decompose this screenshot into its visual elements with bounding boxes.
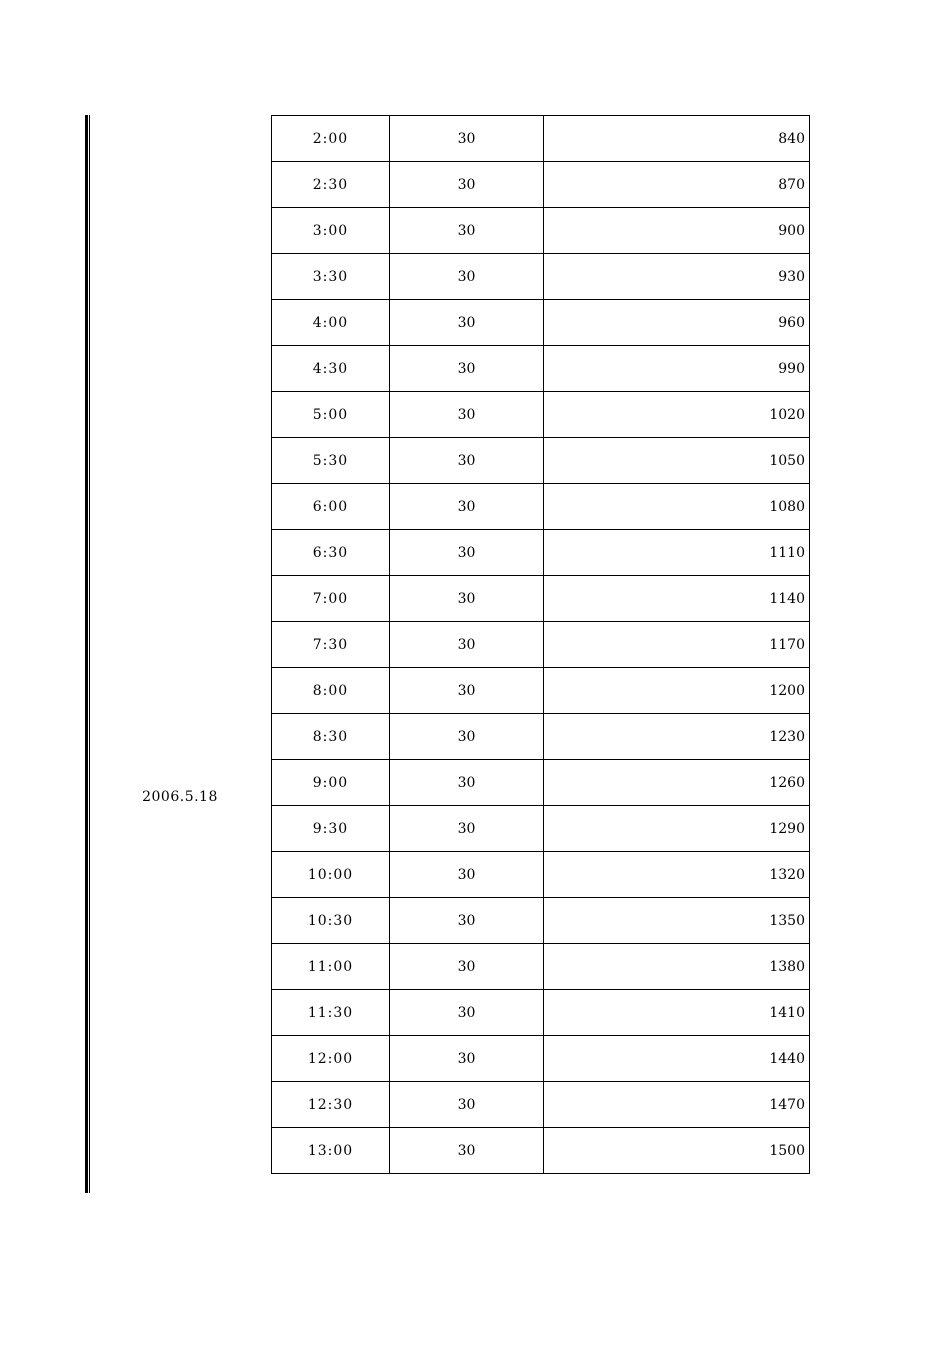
time-cell: 3:00 <box>272 208 390 254</box>
date-label: 2006.5.18 <box>142 789 218 805</box>
total-cell: 930 <box>544 254 810 300</box>
time-cell: 4:30 <box>272 346 390 392</box>
table-row <box>272 300 810 346</box>
time-cell: 11:00 <box>272 944 390 990</box>
table-row <box>272 1082 810 1128</box>
interval-cell: 30 <box>390 668 544 714</box>
time-cell: 8:30 <box>272 714 390 760</box>
time-cell: 5:00 <box>272 392 390 438</box>
interval-cell: 30 <box>390 116 544 162</box>
table-row <box>272 714 810 760</box>
time-cell: 6:30 <box>272 530 390 576</box>
total-cell: 1440 <box>544 1036 810 1082</box>
total-cell: 1170 <box>544 622 810 668</box>
table-row <box>272 760 810 806</box>
interval-cell: 30 <box>390 1128 544 1174</box>
time-cell: 7:00 <box>272 576 390 622</box>
time-cell: 6:00 <box>272 484 390 530</box>
table-row <box>272 484 810 530</box>
interval-cell: 30 <box>390 576 544 622</box>
interval-cell: 30 <box>390 806 544 852</box>
table-row <box>272 208 810 254</box>
table-row <box>272 852 810 898</box>
interval-cell: 30 <box>390 300 544 346</box>
total-cell: 1140 <box>544 576 810 622</box>
interval-cell: 30 <box>390 438 544 484</box>
table-row <box>272 898 810 944</box>
interval-cell: 30 <box>390 622 544 668</box>
table-row <box>272 392 810 438</box>
total-cell: 1200 <box>544 668 810 714</box>
time-cell: 12:00 <box>272 1036 390 1082</box>
time-cell: 3:30 <box>272 254 390 300</box>
total-cell: 1110 <box>544 530 810 576</box>
total-cell: 1410 <box>544 990 810 1036</box>
total-cell: 870 <box>544 162 810 208</box>
total-cell: 1320 <box>544 852 810 898</box>
time-cell: 11:30 <box>272 990 390 1036</box>
table-row <box>272 990 810 1036</box>
total-cell: 1500 <box>544 1128 810 1174</box>
time-table <box>271 115 810 1174</box>
interval-cell: 30 <box>390 760 544 806</box>
table-row <box>272 1128 810 1174</box>
total-cell: 1020 <box>544 392 810 438</box>
interval-cell: 30 <box>390 944 544 990</box>
total-cell: 1050 <box>544 438 810 484</box>
time-cell: 7:30 <box>272 622 390 668</box>
table-row <box>272 438 810 484</box>
time-cell: 2:00 <box>272 116 390 162</box>
time-cell: 13:00 <box>272 1128 390 1174</box>
time-cell: 9:00 <box>272 760 390 806</box>
interval-cell: 30 <box>390 392 544 438</box>
total-cell: 1470 <box>544 1082 810 1128</box>
interval-cell: 30 <box>390 530 544 576</box>
interval-cell: 30 <box>390 714 544 760</box>
table-row <box>272 622 810 668</box>
total-cell: 1290 <box>544 806 810 852</box>
total-cell: 840 <box>544 116 810 162</box>
table-row <box>272 254 810 300</box>
left-double-rule <box>85 115 90 1193</box>
time-cell: 2:30 <box>272 162 390 208</box>
interval-cell: 30 <box>390 484 544 530</box>
total-cell: 1230 <box>544 714 810 760</box>
total-cell: 990 <box>544 346 810 392</box>
total-cell: 900 <box>544 208 810 254</box>
total-cell: 1080 <box>544 484 810 530</box>
table-row <box>272 944 810 990</box>
table-row <box>272 668 810 714</box>
time-cell: 12:30 <box>272 1082 390 1128</box>
time-cell: 5:30 <box>272 438 390 484</box>
time-cell: 9:30 <box>272 806 390 852</box>
time-cell: 10:00 <box>272 852 390 898</box>
table-row <box>272 346 810 392</box>
total-cell: 1350 <box>544 898 810 944</box>
time-cell: 10:30 <box>272 898 390 944</box>
interval-cell: 30 <box>390 1036 544 1082</box>
interval-cell: 30 <box>390 990 544 1036</box>
table-row <box>272 162 810 208</box>
interval-cell: 30 <box>390 346 544 392</box>
interval-cell: 30 <box>390 162 544 208</box>
total-cell: 1380 <box>544 944 810 990</box>
time-cell: 8:00 <box>272 668 390 714</box>
time-table-body <box>272 116 810 1174</box>
table-row <box>272 1036 810 1082</box>
interval-cell: 30 <box>390 208 544 254</box>
interval-cell: 30 <box>390 1082 544 1128</box>
table-row <box>272 116 810 162</box>
time-cell: 4:00 <box>272 300 390 346</box>
total-cell: 1260 <box>544 760 810 806</box>
interval-cell: 30 <box>390 898 544 944</box>
table-row <box>272 806 810 852</box>
total-cell: 960 <box>544 300 810 346</box>
interval-cell: 30 <box>390 254 544 300</box>
interval-cell: 30 <box>390 852 544 898</box>
table-row <box>272 576 810 622</box>
table-row <box>272 530 810 576</box>
